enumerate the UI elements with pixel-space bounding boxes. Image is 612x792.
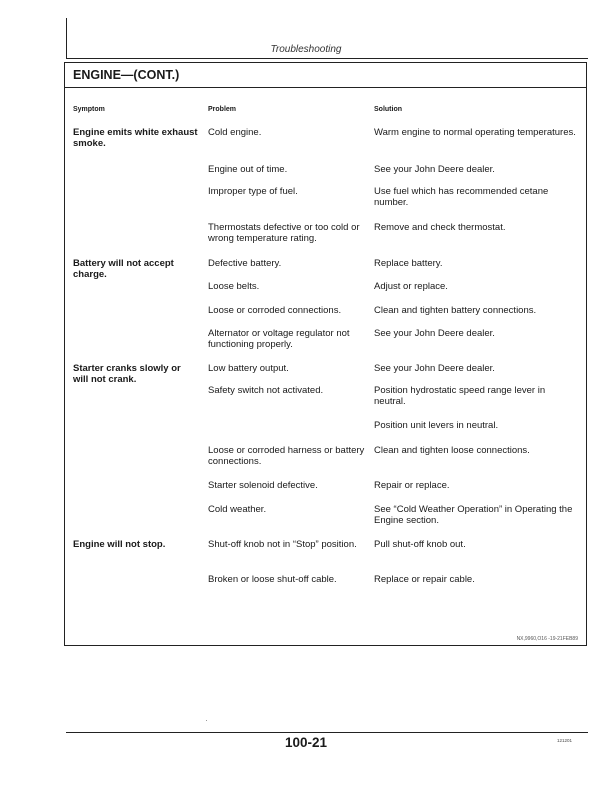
solution-cell: See your John Deere dealer.: [374, 164, 495, 175]
section-rule: [65, 87, 586, 88]
symptom-cell: Engine emits white exhaust smoke.: [73, 127, 198, 149]
problem-cell: Loose belts.: [208, 281, 260, 292]
problem-cell: Cold engine.: [208, 127, 262, 138]
column-header-problem: Problem: [208, 106, 237, 113]
solution-cell: Adjust or replace.: [374, 281, 448, 292]
page-number: 100-21: [284, 735, 328, 750]
solution-cell: Clean and tighten loose connections.: [374, 445, 530, 456]
problem-cell: Loose or corroded connections.: [208, 305, 342, 316]
section-title: ENGINE—(CONT.): [73, 68, 180, 82]
solution-cell: Position hydrostatic speed range lever in neutral.: [374, 385, 546, 407]
symptom-cell: Engine will not stop.: [73, 539, 166, 550]
solution-cell: See your John Deere dealer.: [374, 363, 495, 374]
problem-cell: Defective battery.: [208, 258, 282, 269]
solution-cell: Clean and tighten battery connections.: [374, 305, 537, 316]
troubleshooting-table: [64, 62, 587, 646]
solution-cell: Replace or repair cable.: [374, 574, 475, 585]
problem-cell: Low battery output.: [208, 363, 289, 374]
problem-cell: Loose or corroded harness or battery connections.: [208, 445, 365, 467]
problem-cell: Safety switch not activated.: [208, 385, 324, 396]
solution-cell: Repair or replace.: [374, 480, 450, 491]
solution-cell: Remove and check thermostat.: [374, 222, 506, 233]
solution-cell: Warm engine to normal operating temperatures.: [374, 127, 576, 138]
problem-cell: Cold weather.: [208, 504, 267, 515]
problem-cell: Starter solenoid defective.: [208, 480, 318, 491]
header-rule: [66, 58, 588, 59]
footer-mark: [206, 720, 207, 721]
symptom-cell: Battery will not accept charge.: [73, 258, 174, 280]
column-header-solution: Solution: [374, 106, 402, 113]
symptom-cell: Starter cranks slowly or will not crank.: [73, 363, 181, 385]
solution-cell: Replace battery.: [374, 258, 443, 269]
problem-cell: Broken or loose shut-off cable.: [208, 574, 337, 585]
solution-cell: Pull shut-off knob out.: [374, 539, 466, 550]
document-code-stamp: NX,9960,O16 -19-21FEB89: [516, 636, 578, 642]
footer-rule: [66, 732, 588, 733]
solution-cell: Use fuel which has recommended cetane number.: [374, 186, 549, 208]
problem-cell: Shut-off knob not in “Stop” position.: [208, 539, 357, 550]
problem-cell: Improper type of fuel.: [208, 186, 298, 197]
page-header-title: Troubleshooting: [270, 44, 342, 55]
solution-cell: See “Cold Weather Operation” in Operating the Engine section.: [374, 504, 573, 526]
solution-cell: See your John Deere dealer.: [374, 328, 495, 339]
problem-cell: Thermostats defective or too cold or wrong temperature rating.: [208, 222, 360, 244]
solution-cell: Position unit levers in neutral.: [374, 420, 499, 431]
page-code: 121201: [556, 738, 572, 743]
column-header-symptom: Symptom: [73, 106, 105, 113]
problem-cell: Engine out of time.: [208, 164, 288, 175]
problem-cell: Alternator or voltage regulator not functioning properly.: [208, 328, 350, 350]
